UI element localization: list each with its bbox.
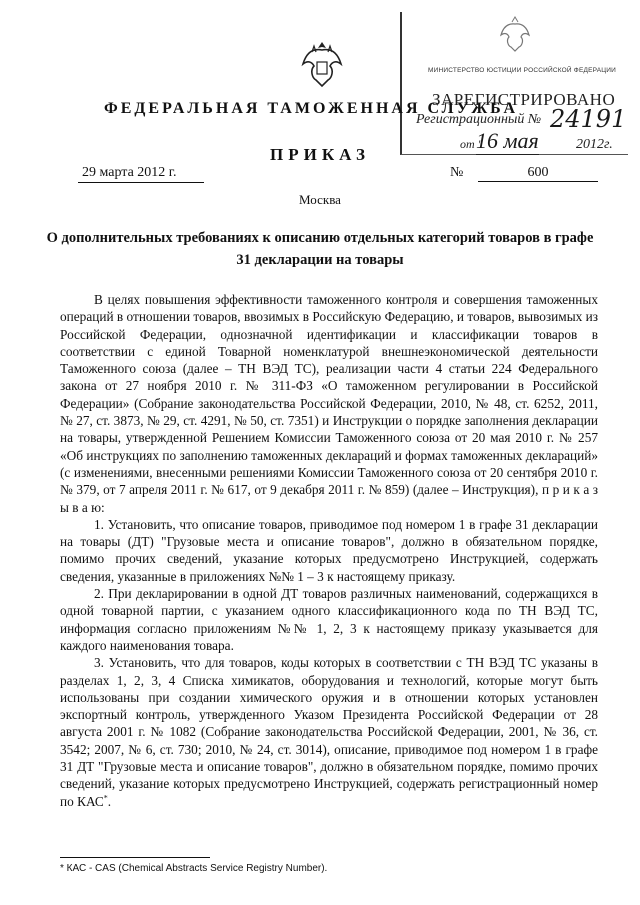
document-heading: О дополнительных требованиях к описанию отдельных категорий товаров в графе 31 декларации на товары <box>46 230 594 268</box>
stamp-reg-label: Регистрационный № <box>416 112 542 127</box>
registration-stamp <box>400 12 628 155</box>
footnote-divider <box>60 857 210 858</box>
order-number-sign: № <box>450 165 464 180</box>
stamp-emblem-icon <box>498 16 532 54</box>
footnote-mark: * <box>103 793 108 803</box>
item-2-paragraph: 2. При декларировании в одной ДТ товаров различных наименований, содержащихся в одной товарной партии, с указанием одного классификационного кода по ТН ВЭД ТС, информация согласно приложениям №№ 1, 2, 3 к настоящему приказу указывается для каждого наименования товара. <box>60 586 598 653</box>
agency-name: ФЕДЕРАЛЬНАЯ ТАМОЖЕННАЯ СЛУЖБА <box>104 100 519 117</box>
stamp-ministry: МИНИСТЕРСТВО ЮСТИЦИИ РОССИЙСКОЙ ФЕДЕРАЦИИ <box>427 67 617 74</box>
city: Москва <box>299 192 341 207</box>
stamp-reg-number: 24191 <box>550 105 627 133</box>
footnote: * КАС - CAS (Chemical Abstracts Service Registry Number). <box>60 863 328 874</box>
stamp-year-printed: 20 <box>576 137 590 152</box>
item-3-text: 3. Установить, что для товаров, коды которых в соответствии с ТН ВЭД ТС указаны в разделах 1, 2, 3, 4 Списка химикатов, оборудования и технологий, которые могут быть использованы при создании химического оружия и в отношении которых установлен экспортный контроль, утвержденного Указом Президента Российской Федерации от 28 августа 2001 г. № 1082 (Собрание законодательства Российской Федерации, 2001, № 36, ст. 3542; 2007, № 6, ст. 730; 2010, № 24, ст. 3014), описание, приводимое под номером 1 в графе 31 ДТ "Грузовые места и описание товаров", должно в обязательном порядке, помимо прочих сведений, указание которых предусмотрено Инструкцией, содержать регистрационный номер по КАС <box>60 655 598 809</box>
item-1-paragraph: 1. Установить, что описание товаров, приводимое под номером 1 в графе 31 декларации на товары (ДТ) "Грузовые места и описание товаров", должно в обязательном порядке, помимо прочих сведений, указание которых предусмотрено Инструкцией, содержать сведения, указанные в приложениях №№ 1 – 3 к настоящему приказу. <box>60 516 598 584</box>
intro-paragraph: В целях повышения эффективности таможенного контроля и совершения таможенных операций в отношении товаров, ввозимых в Российскую Федерацию, и товаров, вывозимых из Российской Федерации, однозначной идентификации и классификации товаров в соответствии с единой Товарной номенклатурой внешнеэкономической деятельности Таможенного союза (далее – ТН ВЭД ТС), реализации части 4 статьи 224 Федерального закона от 27 ноября 2010 г. № 311-ФЗ «О таможенном регулировании в Российской Федерации» (Собрание законодательства Российской Федерации, 2010, № 48, ст. 6252, 2011, № 27, ст. 3873, № 29, ст. 4291, № 50, ст. 7351) и Инструкции о порядке заполнения декларации на товары, утвержденной Решением Комиссии Таможенного союза от 20 мая 2010 г. № 257 «Об инструкциях по заполнению таможенных деклараций и формах таможенных деклараций» (с изменениями, внесенными решениями Комиссии Таможенного союза от 20 сентября 2010 г. № 379, от 7 апреля 2011 г. № 617, от 9 декабря 2011 г. № 859) (далее – Инструкция), п р и к а з ы в а ю: <box>60 292 598 515</box>
order-number: 600 <box>478 165 598 182</box>
stamp-date-prefix: от " <box>460 137 483 151</box>
stamp-date-value: 16 мая <box>476 128 539 153</box>
document-body <box>60 291 598 810</box>
coat-of-arms-icon <box>300 38 344 90</box>
order-title: ПРИКАЗ <box>270 145 370 164</box>
stamp-year-handwritten: 12г. <box>590 137 613 152</box>
order-date: 29 марта 2012 г. <box>78 165 204 183</box>
stamp-registered: ЗАРЕГИСТРИРОВАНО <box>432 90 616 109</box>
item-3-paragraph: 3. Установить, что для товаров, коды которых в соответствии с ТН ВЭД ТС указаны в разделах 1, 2, 3, 4 Списка химикатов, оборудования и технологий, которые могут быть использованы при создании химического оружия и в отношении которых установлен экспортный контроль, утвержденного Указом Президента Российской Федерации от 28 августа 2001 г. № 1082 (Собрание законодательства Российской Федерации, 2001, № 36, ст. 3542; 2007, № 6, ст. 730; 2010, № 24, ст. 3014), описание, приводимое под номером 1 в графе 31 ДТ "Грузовые места и описание товаров", должно в обязательном порядке, помимо прочих сведений, указание которых предусмотрено Инструкцией, содержать регистрационный номер по КАС*. <box>60 655 598 809</box>
